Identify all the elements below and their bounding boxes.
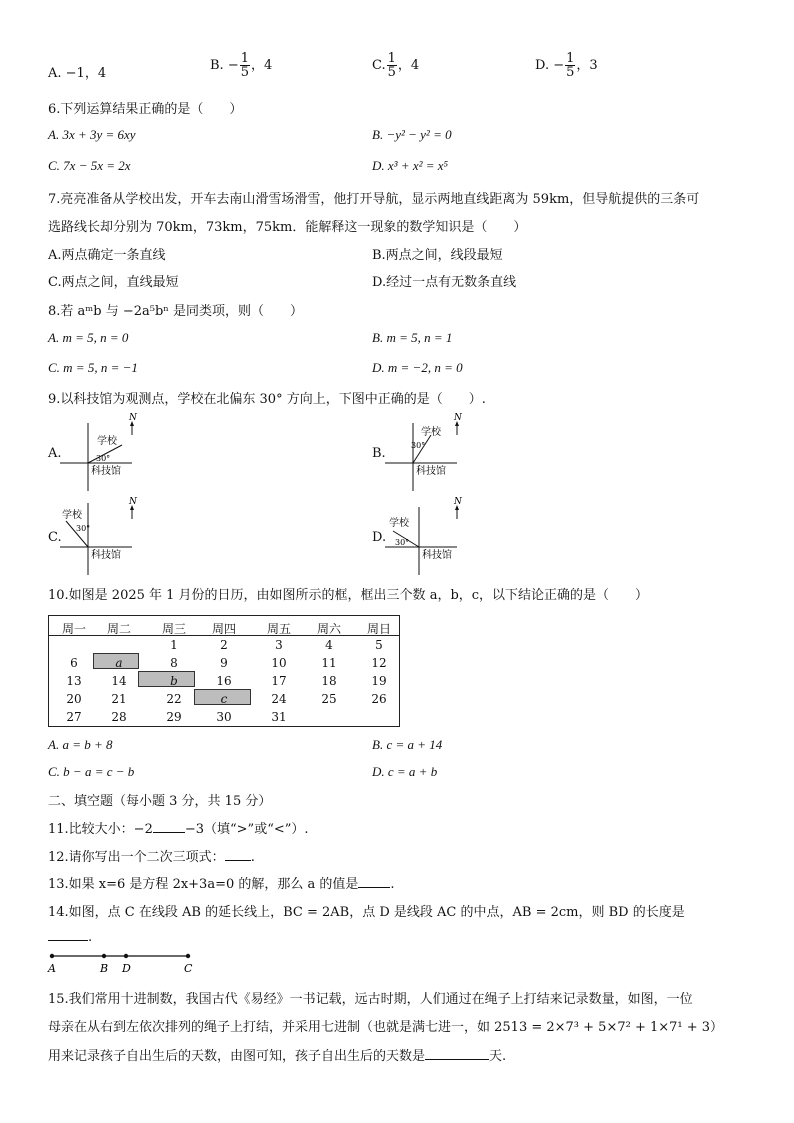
q13-text-after: . [390,877,395,892]
calendar-cell: 1 [170,638,178,652]
calendar-cell: 10 [271,656,287,670]
q12-answer-blank[interactable] [225,848,251,861]
q10-stem: 10.如图是 2025 年 1 月份的日历，由如图所示的框，框出三个数 a，b，c，以下结论正确的是（ ） [48,588,649,603]
option-suffix: ，4 [251,58,273,73]
denominator: 5 [566,65,575,80]
calendar-header: 周日 [366,622,391,636]
q9-stem: 9.以科技馆为观测点，学校在北偏东 30° 方向上，下图中正确的是（ ）. [48,392,486,407]
q15-line1: 15.我们常用十进制数，我国古代《易经》一书记载，远古时期，人们通过在绳子上打结来记录数量，如图，一位 [48,992,693,1007]
calendar-cell: 14 [111,674,127,688]
north-label: N [454,497,462,507]
calendar-header-divider [49,635,399,636]
calendar-cell: 31 [271,710,287,724]
q5-option-a: A. −1，4 [48,66,107,81]
numerator: 1 [387,51,396,66]
school-label: 学校 [389,518,409,529]
calendar-cell: 26 [371,692,387,706]
q9-diagram-c [60,497,150,579]
fraction [565,52,575,79]
q15-line2: 母亲在从右到左依次排列的绳子上打结，并采用七进制（也就是满七进一，如 2513 = 2×7³ + 5×7² + 1×7¹ + 3） [48,1020,724,1035]
calendar-cell: b [170,674,178,688]
calendar-cell: 29 [166,710,182,724]
calendar-cell: 30 [216,710,232,724]
north-label: N [129,413,137,423]
calendar-header: 周四 [211,622,236,636]
angle-label: 30° [395,538,410,547]
angle-label: 30° [96,454,111,463]
q7-stem-line2: 选路线长却分别为 70km，73km，75km．能解释这一现象的数学知识是（ ） [48,220,527,235]
q14-line1: 14.如图，点 C 在线段 AB 的延长线上，BC = 2AB，点 D 是线段 AC 的中点，AB = 2cm，则 BD 的长度是 [48,905,685,920]
q8-option-d: D. m = −2, n = 0 [372,360,463,375]
denominator: 5 [387,65,396,80]
q15-text-after: 天. [489,1049,507,1064]
calendar-cell: 12 [371,656,387,670]
calendar-cell: 16 [216,674,232,688]
point-d-label: D [122,962,131,975]
museum-label: 科技馆 [91,466,121,477]
school-label: 学校 [421,427,441,438]
fraction [240,52,250,79]
fraction [387,52,397,79]
q6-option-c: C. 7x − 5x = 2x [48,158,131,173]
point-b-label: B [100,962,109,975]
q9-label-a: A. [48,446,62,461]
q14-line2 [48,928,92,945]
q14-end: . [88,930,93,945]
q12 [48,846,255,865]
q13-text-before: 13.如果 x=6 是方程 2x+3a=0 的解，那么 a 的值是 [48,877,359,892]
calendar-cell: 25 [321,692,337,706]
denominator: 5 [240,65,249,80]
calendar-header: 周一 [61,622,86,636]
school-label: 学校 [62,510,82,521]
calendar-cell: 20 [66,692,82,706]
q9-label-c: C. [48,530,62,545]
calendar-cell: 6 [70,656,78,670]
q12-text-before: 12.请你写出一个二次三项式： [48,850,225,865]
calendar-header: 周五 [266,622,291,636]
q11 [48,818,309,837]
q8-option-a: A. m = 5, n = 0 [48,330,129,345]
calendar-cell: a [115,656,123,670]
q9-diagram-d [385,497,475,579]
option-prefix: B. − [210,58,239,73]
calendar-cell: 17 [271,674,287,688]
calendar-cell: 18 [321,674,337,688]
calendar-cell: 24 [271,692,287,706]
calendar-cell: 3 [275,638,283,652]
point-c-label: C [184,962,193,975]
option-suffix: ，4 [397,58,420,73]
museum-label: 科技馆 [422,550,452,561]
q9-diagram-a [60,413,150,495]
q8-option-b: B. m = 5, n = 1 [372,330,453,345]
q9-label-b: B. [372,446,386,461]
numerator: 1 [240,51,249,66]
q11-text-after: −3（填“>”或“<”）. [184,822,309,837]
calendar-cell: 2 [220,638,228,652]
calendar-header: 周二 [106,622,131,636]
calendar-header: 周三 [161,622,186,636]
calendar-cell: 5 [375,638,383,652]
section-heading: 二、填空题（每小题 3 分，共 15 分） [48,794,272,809]
q13-answer-blank[interactable] [358,875,390,888]
numerator: 1 [566,51,575,66]
calendar-cell: 11 [321,656,337,670]
calendar-cell: 8 [170,656,178,670]
q7-option-c: C.两点之间，直线最短 [48,275,179,290]
q15-text-before: 用来记录孩子自出生后的天数，由图可知，孩子自出生后的天数是 [48,1049,426,1064]
calendar-header: 周六 [316,622,341,636]
q9-label-d: D. [372,530,387,545]
calendar-cell: 27 [66,710,82,724]
q8-stem: 8.若 aᵐb 与 −2a⁵bⁿ 是同类项，则（ ） [48,304,304,319]
option-prefix: D. − [535,58,565,73]
q14-segment-diagram [45,950,205,976]
q10-option-d: D. c = a + b [372,764,438,779]
calendar-cell: 28 [111,710,127,724]
q10-option-a: A. a = b + 8 [48,737,113,752]
q14-answer-blank[interactable] [48,928,88,941]
calendar-table [48,615,400,727]
q7-option-a: A.两点确定一条直线 [48,248,166,263]
q6-option-a: A. 3x + 3y = 6xy [48,127,136,142]
calendar-cell: 21 [111,692,127,706]
q7-option-b: B.两点之间，线段最短 [372,248,503,263]
angle-label: 30° [411,441,426,450]
q11-answer-blank[interactable] [153,820,185,833]
museum-label: 科技馆 [416,466,446,477]
north-label: N [129,497,137,507]
point-c [186,954,190,958]
north-label: N [454,413,462,423]
q5-option-d [535,52,598,79]
q10-option-c: C. b − a = c − b [48,764,135,779]
school-label: 学校 [97,436,117,447]
point-b [102,954,106,958]
q6-option-d: D. x³ + x² = x⁵ [372,158,449,173]
q5-option-c [372,52,419,79]
q6-option-b: B. −y² − y² = 0 [372,127,452,142]
option-prefix: C. [372,58,386,73]
q8-option-c: C. m = 5, n = −1 [48,360,138,375]
q6-stem: 6.下列运算结果正确的是（ ） [48,102,243,117]
option-suffix: ，3 [576,58,598,73]
calendar-cell: 9 [220,656,228,670]
point-a [50,954,54,958]
q9-diagram-b [385,413,475,495]
calendar-cell: 19 [371,674,387,688]
q13 [48,873,395,892]
calendar-cell: 22 [166,692,182,706]
museum-label: 科技馆 [91,550,121,561]
calendar-cell: 4 [325,638,333,652]
q15-answer-blank[interactable] [425,1047,489,1060]
angle-label: 30° [76,524,91,533]
q7-option-d: D.经过一点有无数条直线 [372,275,517,290]
q12-text-after: . [250,850,255,865]
calendar-cell: 13 [66,674,82,688]
q10-option-b: B. c = a + 14 [372,737,443,752]
q11-text-before: 11.比较大小：−2 [48,822,153,837]
q5-option-b [210,52,272,79]
point-d [124,954,128,958]
q7-stem-line1: 7.亮亮准备从学校出发，开车去南山滑雪场滑雪，他打开导航，显示两地直线距离为 59km，但导航提供的三条可 [48,192,700,207]
q15-line3 [48,1045,506,1064]
calendar-cell: c [220,692,228,706]
point-a-label: A [48,962,56,975]
